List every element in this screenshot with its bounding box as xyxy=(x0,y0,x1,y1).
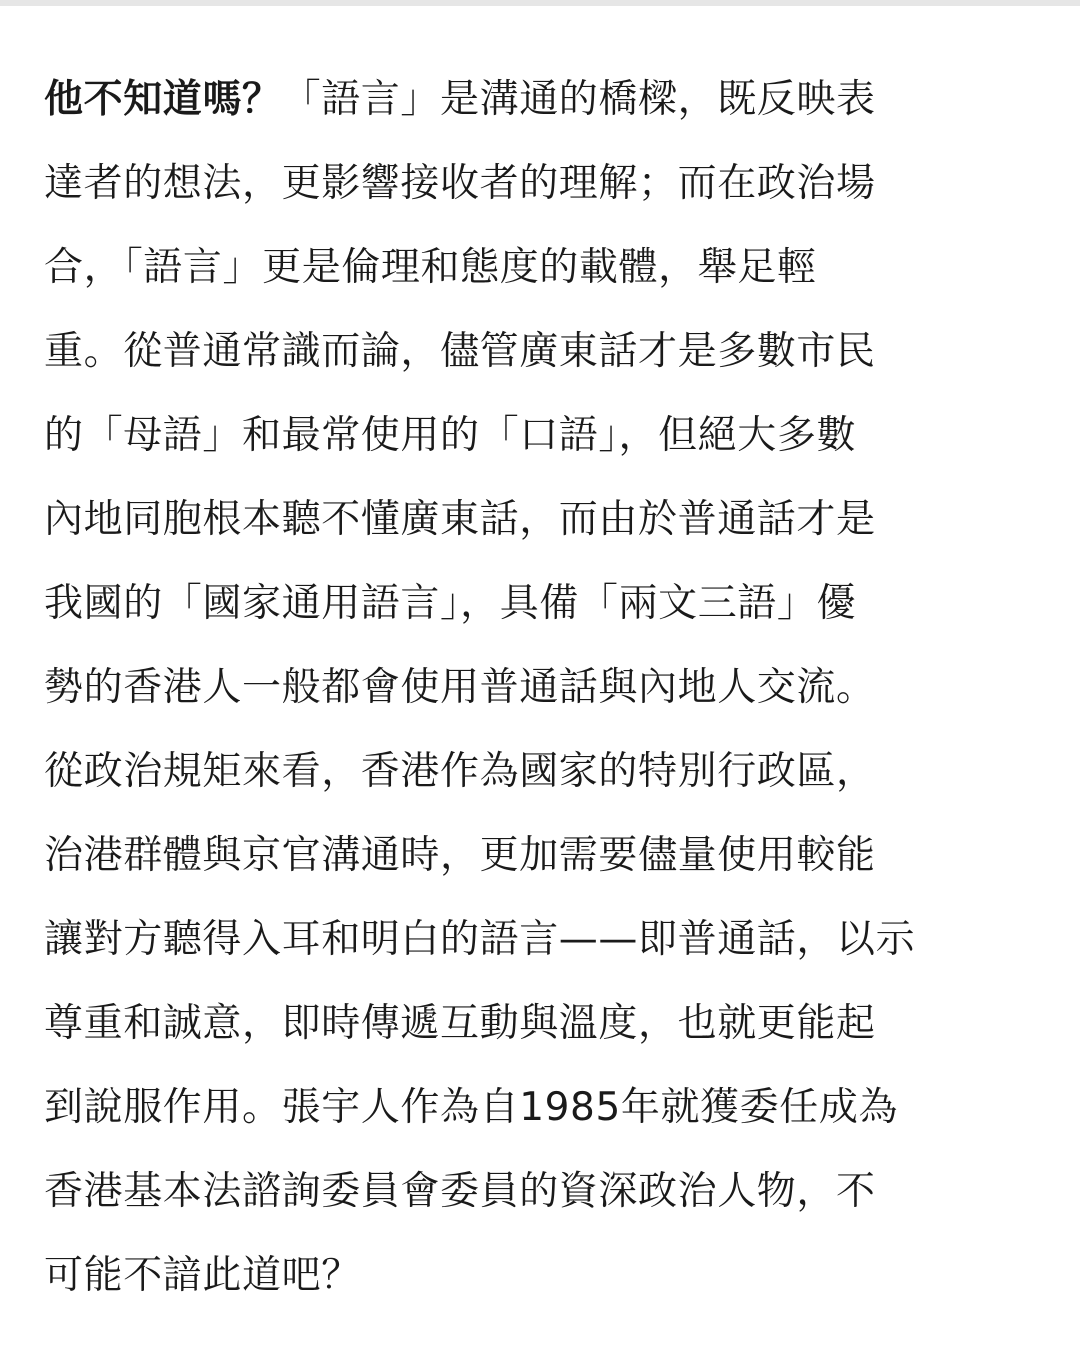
article-line: 我國的「國家通用語言」，具備「兩文三語」優 xyxy=(44,581,857,626)
article-line: 合，「語言」更是倫理和態度的載體，舉足輕 xyxy=(44,245,817,290)
article-line: 治港群體與京官溝通時，更加需要儘量使用較能 xyxy=(44,833,876,878)
article-line: 的「母語」和最常使用的「口語」，但絕大多數 xyxy=(44,413,857,458)
article-line: 內地同胞根本聽不懂廣東話，而由於普通話才是 xyxy=(44,497,876,542)
article-line: 可能不諳此道吧？ xyxy=(44,1253,361,1298)
article-line: 香港基本法諮詢委員會委員的資深政治人物，不 xyxy=(44,1169,876,1214)
article-line: 重。從普通常識而論，儘管廣東話才是多數市民 xyxy=(44,329,876,374)
article-line: 勢的香港人一般都會使用普通話與內地人交流。 xyxy=(44,665,876,710)
article-line: 從政治規矩來看，香港作為國家的特別行政區， xyxy=(44,749,876,794)
article-body xyxy=(44,70,1054,1330)
article-line: 尊重和誠意，即時傳遞互動與溫度，也就更能起 xyxy=(44,1001,876,1046)
article-line xyxy=(44,70,1054,154)
article-line: 達者的想法，更影響接收者的理解；而在政治場 xyxy=(44,161,876,206)
article-line-text: 「語言」是溝通的橋樑，既反映表 xyxy=(281,77,876,122)
article-lead: 他不知道嗎？ xyxy=(44,77,282,122)
top-divider xyxy=(0,0,1080,6)
article-line: 讓對方聽得入耳和明白的語言——即普通話，以示 xyxy=(44,917,916,962)
article-line: 到說服作用。張宇人作為自1985年就獲委任成為 xyxy=(44,1085,899,1130)
